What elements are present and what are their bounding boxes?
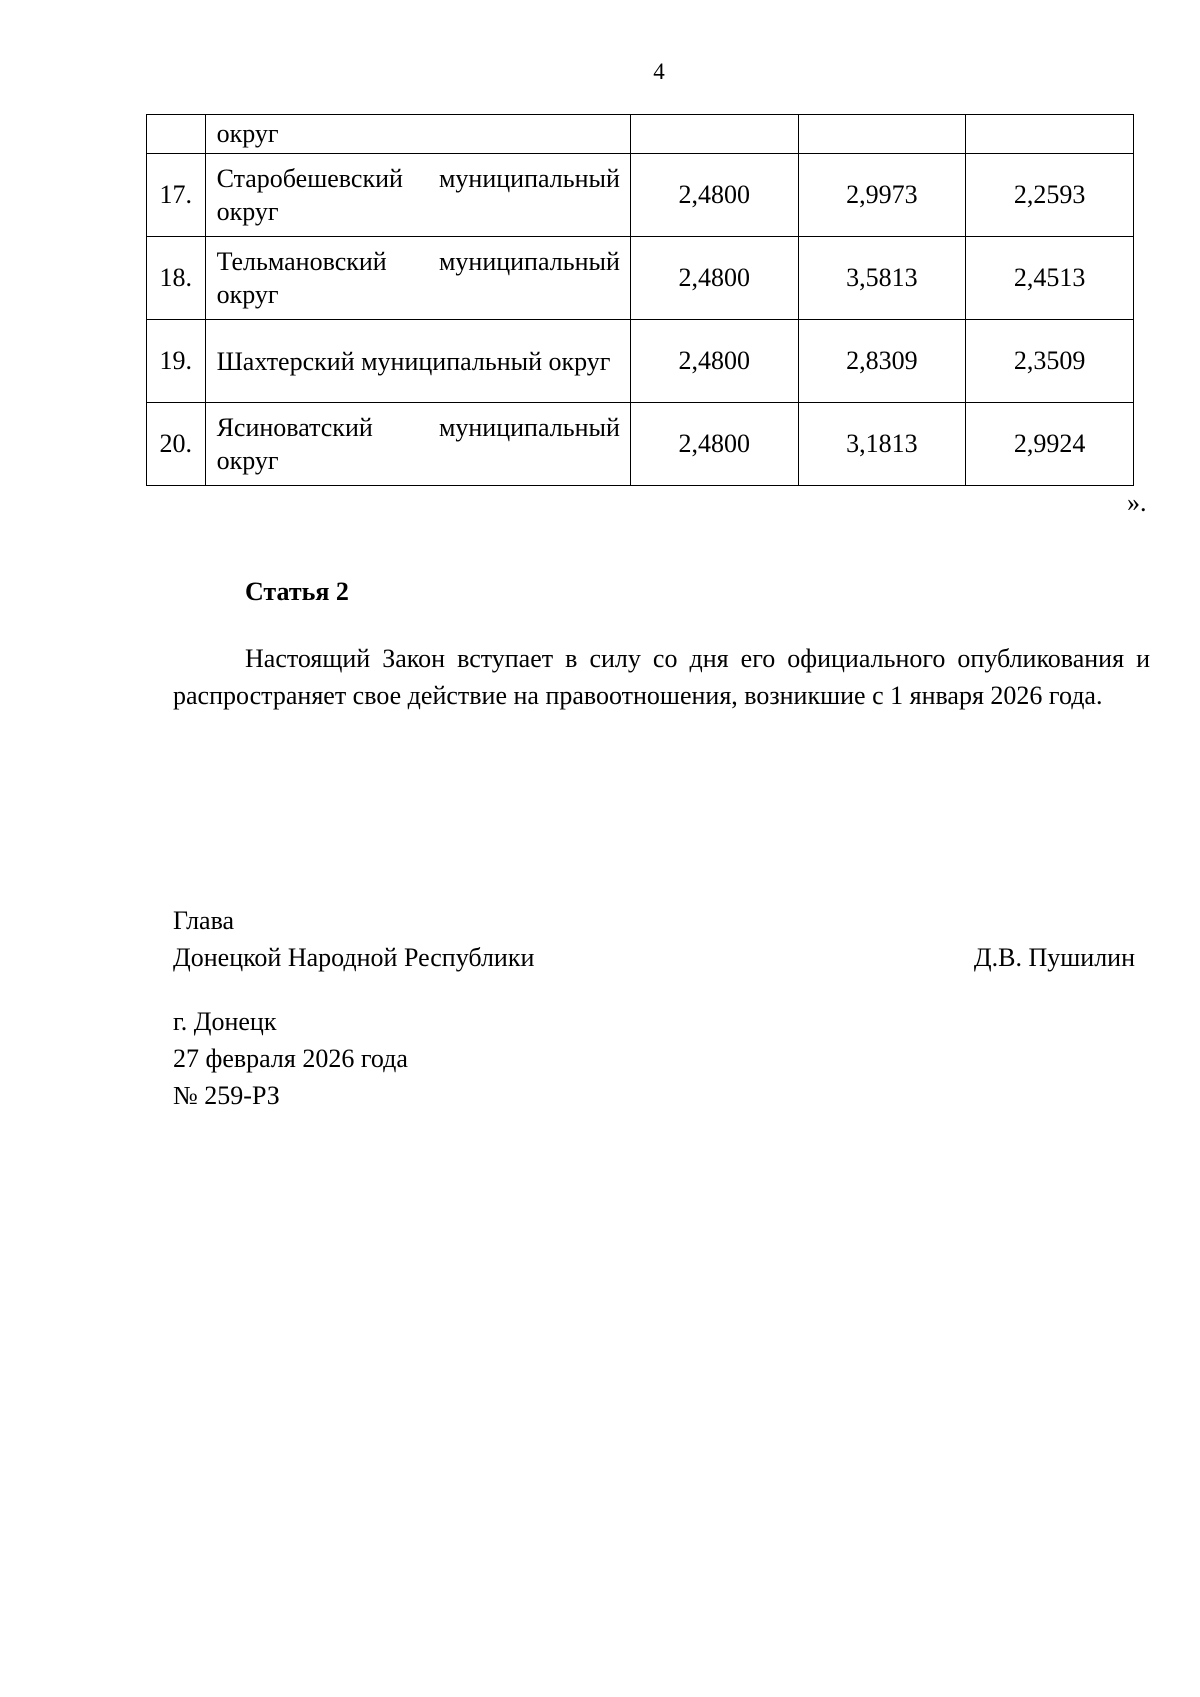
row-number: 17. [147, 154, 206, 237]
signatory-title-line2: Донецкой Народной Республики [173, 943, 535, 972]
value-cell [966, 115, 1134, 154]
article-heading: Статья 2 [245, 577, 349, 606]
value-cell: 2,4800 [630, 403, 798, 486]
row-number: 20. [147, 403, 206, 486]
signatory-name: Д.В. Пушилин [973, 943, 1135, 972]
value-cell: 2,9924 [966, 403, 1134, 486]
date: 27 февраля 2026 года [173, 1044, 408, 1073]
value-cell: 2,4513 [966, 237, 1134, 320]
value-cell: 2,8309 [798, 320, 966, 403]
signature-block [173, 902, 1135, 976]
value-cell: 2,2593 [966, 154, 1134, 237]
district-name: Ясиноватский муниципальный округ [205, 403, 630, 486]
signature-row [173, 939, 1135, 976]
value-cell [798, 115, 966, 154]
table-row [147, 237, 1134, 320]
value-cell: 3,5813 [798, 237, 966, 320]
signatory-title-line1: Глава [173, 906, 235, 935]
value-cell: 3,1813 [798, 403, 966, 486]
table-row [147, 154, 1134, 237]
table-row [147, 115, 1134, 154]
page-number: 4 [653, 59, 665, 84]
row-number: 19. [147, 320, 206, 403]
row-number: 18. [147, 237, 206, 320]
law-number: № 259-РЗ [173, 1081, 280, 1110]
value-cell: 2,3509 [966, 320, 1134, 403]
place-date-block [173, 1003, 408, 1114]
district-name: Старобешевский муниципальный округ [205, 154, 630, 237]
coefficients-table [146, 114, 1134, 486]
closing-quote: ». [1127, 488, 1147, 517]
value-cell: 2,9973 [798, 154, 966, 237]
district-name: округ [205, 115, 630, 154]
district-name: Тельмановский муниципальный округ [205, 237, 630, 320]
table-row [147, 320, 1134, 403]
table-row [147, 403, 1134, 486]
row-number [147, 115, 206, 154]
district-name: Шахтерский муниципальный округ [205, 320, 630, 403]
city: г. Донецк [173, 1007, 277, 1036]
value-cell: 2,4800 [630, 320, 798, 403]
value-cell: 2,4800 [630, 154, 798, 237]
value-cell [630, 115, 798, 154]
article-text: Настоящий Закон вступает в силу со дня его официального опубликования и распространяет свое действие на правоотношения, возникшие с 1 января 2026 года. [173, 644, 1150, 710]
value-cell: 2,4800 [630, 237, 798, 320]
